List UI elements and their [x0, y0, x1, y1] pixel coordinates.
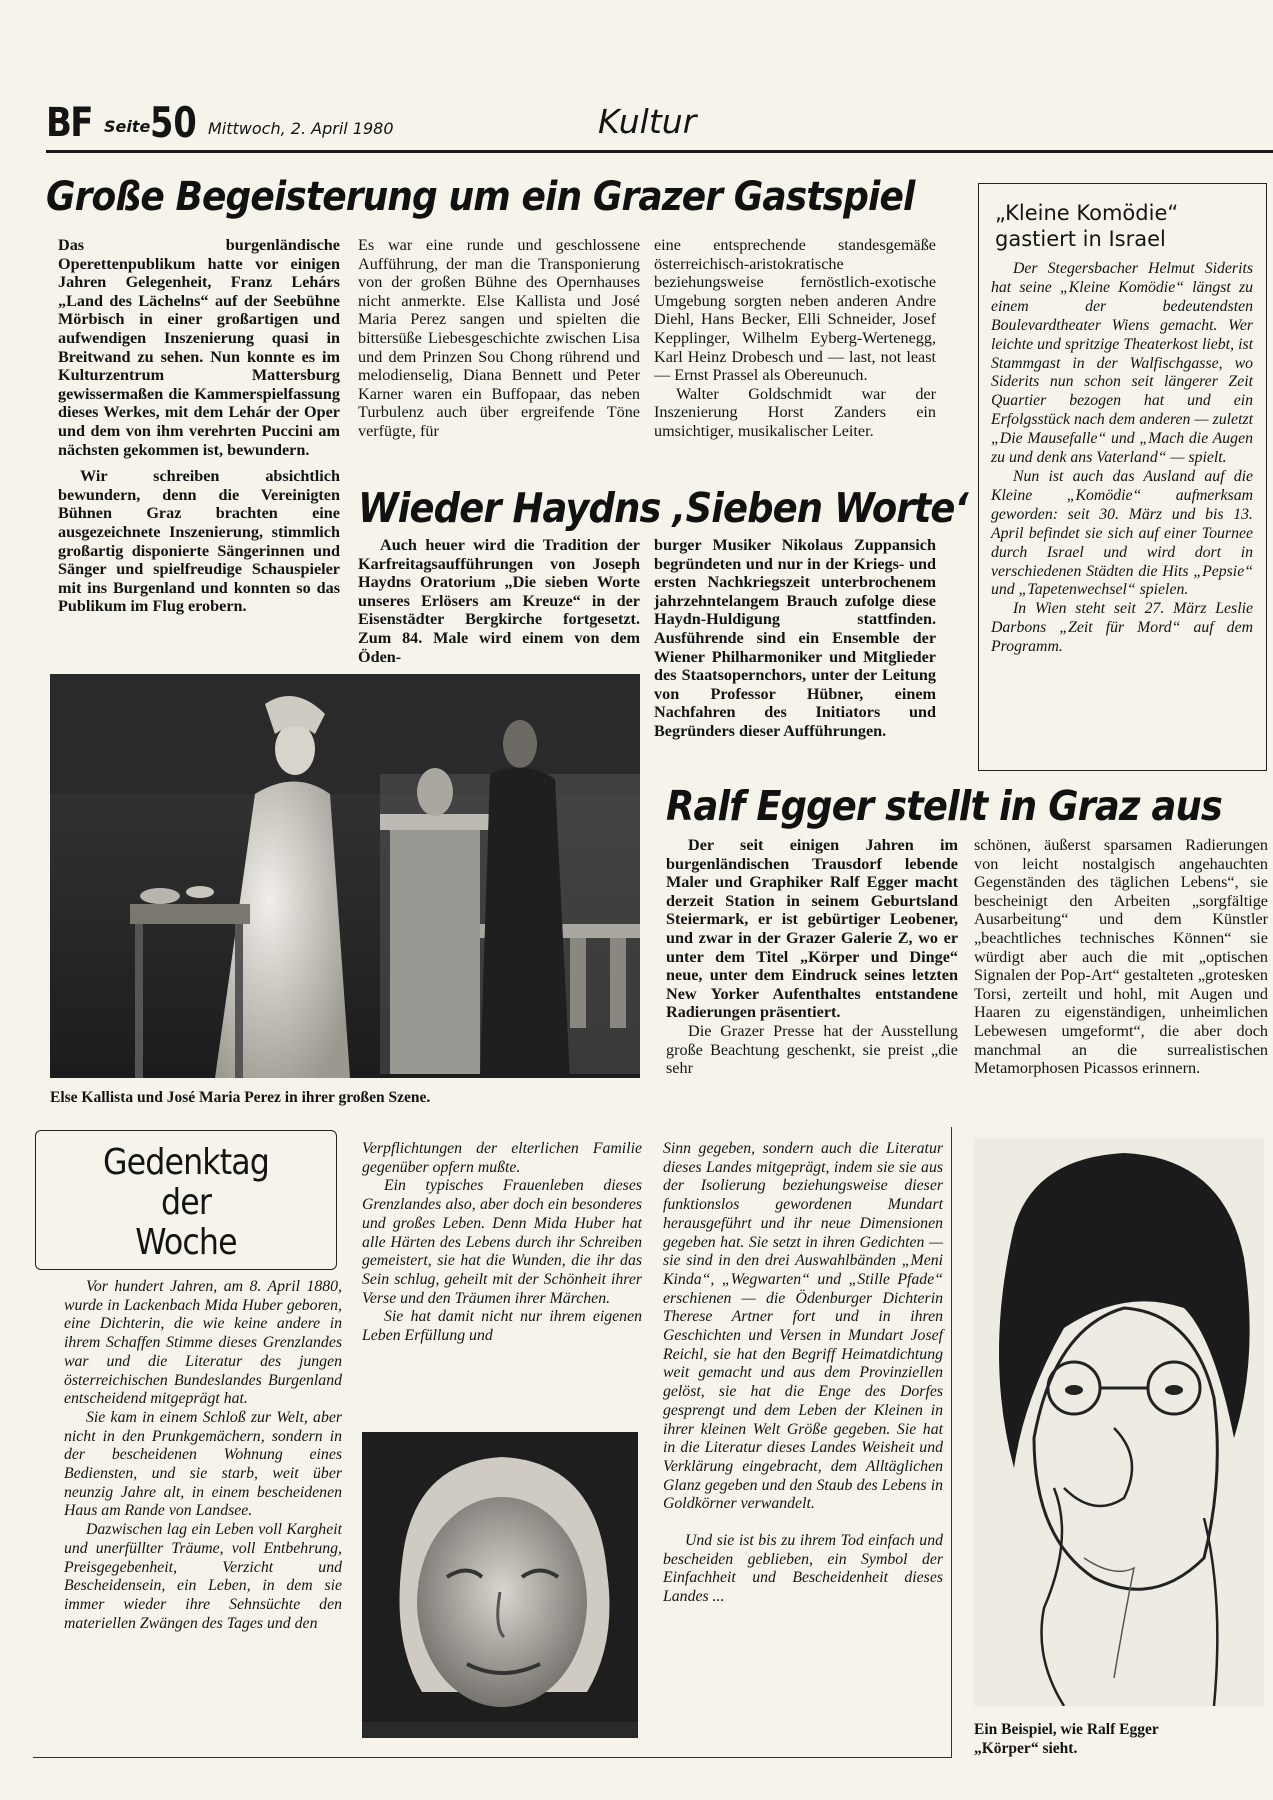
komoedie-box: [978, 183, 1267, 771]
paragraph: Verpflichtungen der elterlichen Familie gegenüber opfern mußte.: [362, 1140, 642, 1176]
portrait-image: [362, 1432, 638, 1738]
gedenktag-heading-line-2: der: [161, 1182, 211, 1223]
gedenktag-heading-line-1: Gedenktag: [102, 1142, 270, 1183]
paragraph: Nun ist auch das Ausland auf die Kleine „Komödie“ aufmerksam geworden: seit 30. März und bis 13. April befindet sie sich auf einer Tournee durch Israel und wird dort in verschiedenen Städten die Hits „Pepsie“ und „Tapetenwechsel“ spielen.: [991, 467, 1253, 599]
egger-drawing-caption: [974, 1720, 1159, 1758]
paragraph: Vor hundert Jahren, am 8. April 1880, wurde in Lackenbach Mida Huber geboren, eine Dichterin, die wie keine andere in ihrem Schaffen Stimme dieses Grenzlandes war und die Literatur des jungen österreichischen Bundeslandes Burgenland entscheidend mitgeprägt hat.: [64, 1278, 342, 1408]
paragraph: Der seit einigen Jahren im burgenländischen Trausdorf lebende Maler und Graphiker Ralf Egger macht derzeit Station in seinem Geburtsland Steiermark, er ist gebürtiger Leobener, und zwar in der Grazer Galerie Z, wo er unter dem Titel „Körper und Dinge“ neue, unter dem Eindruck seines letzten New Yorker Aufenthaltes entstandene Radierungen präsentiert.: [666, 836, 958, 1022]
paragraph: Der Stegersbacher Helmut Siderits hat seine „Kleine Komödie“ längst zu einem der bedeutendsten Boulevardtheater Wiens gemacht. Wer leichte und spritzige Theaterkost liebt, ist Stammgast in der Walfischgasse, wo Siderits nun schon seit längerer Zeit Quartier bezogen hat und ein Erfolgsstück nach dem anderen — zuletzt „Die Mausefalle“ und „Mach die Augen zu und denk ans Vaterland“ — spielt.: [991, 260, 1253, 467]
paragraph: Walter Goldschmidt war der Inszenierung Horst Zanders ein umsichtiger, musikalischer Leiter.: [654, 384, 936, 440]
stage-photo-image: [50, 674, 640, 1078]
gastspiel-column-2: [358, 236, 640, 441]
komoedie-headline: [995, 200, 1178, 252]
egger-caption-line-1: Ein Beispiel, wie Ralf Egger: [974, 1721, 1159, 1738]
masthead: [46, 96, 1096, 156]
issue-date: Mittwoch, 2. April 1980: [208, 119, 394, 138]
gedenktag-heading: [36, 1131, 336, 1263]
gedenktag-column-3: [663, 1140, 943, 1607]
gedenktag-heading-line-3: Woche: [135, 1222, 237, 1263]
headline-egger: Ralf Egger stellt in Graz aus: [666, 782, 1222, 830]
page-number: 50: [150, 98, 197, 147]
paragraph: Sie kam in einem Schloß zur Welt, aber nicht in den Prunkgemächern, sondern in der bescheidenen Wohnung eines Bediensten, und sie starb, weit über neunzig Jahre alt, in einem bescheidenen Haus am Rande von Landsee.: [64, 1408, 342, 1520]
paragraph: Sie hat damit nicht nur ihrem eigenen Leben Erfüllung und: [362, 1308, 642, 1345]
paragraph: Ein typisches Frauenleben dieses Grenzlandes also, aber doch ein besonderes und großes Leben. Denn Mida Huber hat alle Härten des Lebens durch ihr Schreiben gemeistert, sie hat die Wunden, die ihr das Sein schlug, geheilt mit der Schönheit ihrer Verse und den Träumen ihrer Märchen.: [362, 1177, 642, 1307]
egger-drawing-image: [974, 1138, 1264, 1706]
masthead-logo: BF: [46, 100, 92, 146]
paragraph: Die Grazer Presse hat der Ausstellung große Beachtung geschenkt, sie preist „die sehr: [666, 1021, 958, 1078]
paragraph: Es war eine runde und geschlossene Aufführung, der man die Transponierung von der großen Bühne des Opernhauses nicht anmerkte. Else Kallista und José Maria Perez sangen und spielten die bittersüße Liebesgeschichte zwischen Lisa und dem Prinzen Sou Chong rührend und melodienselig, Diana Bennett und Peter Karner waren ein Buffopaar, das neben Turbulenz auch über ergreifende Töne verfügte, für: [358, 236, 640, 440]
masthead-rule: [46, 150, 1273, 153]
paragraph: Dazwischen lag ein Leben voll Kargheit und unerfüllter Träume, voll Entbehrung, Preisgegebenheit, Verzicht und Bescheidensein, ein Leben, in dem sie immer wieder ihre Sehnsüchte den materiellen Zwängen des Tages und den: [64, 1521, 342, 1632]
egger-drawing: [974, 1138, 1264, 1706]
haydn-column-2: [654, 536, 936, 741]
gastspiel-column-3: [654, 236, 936, 441]
stage-photo: [50, 674, 640, 1078]
paragraph: Auch heuer wird die Tradition der Karfreitagsaufführungen von Joseph Haydns Oratorium „Die sieben Worte unseres Erlösers am Kreuze“ in der Eisenstädter Bergkirche fortgesetzt. Zum 84. Male wird einem von dem Öden-: [358, 536, 640, 666]
paragraph: burger Musiker Nikolaus Zuppansich begründeten und nur in der Kriegs- und ersten Nachkriegszeit unterbrochenem jahrzehntelangem Brauch zufolge diese Haydn-Huldigung stattfinden. Ausführende sind ein Ensemble der Wiener Philharmoniker und Mitglieder des Staatsopernchors, unter der Leitung von Professor Hübner, einem Nachfahren des Initiators und Begründers dieser Aufführungen.: [654, 536, 936, 740]
stage-photo-caption: Else Kallista und José Maria Perez in ihrer großen Szene.: [50, 1089, 431, 1106]
egger-caption-line-2: „Körper“ sieht.: [974, 1740, 1078, 1757]
paragraph: schönen, äußerst sparsamen Radierungen von leicht nostalgisch angehauchten Gegenständen des täglichen Lebens“, sie bescheinigt den Arbeiten „sorgfältige Ausarbeitung“ und dem Künstler „beachtliches technisches Können“ sie würdigt aber auch die mit „optischen Signalen der Pop-Art“ gestalteten „grotesken Torsi, zerteilt und hohl, mit Augen und Haaren zu eigenständigen, unheimlichen Lebewesen umgeformt“, die aber doch manchmal an die surrealistischen Metamorphosen Picassos erinnern.: [974, 836, 1268, 1078]
paragraph: Und sie ist bis zu ihrem Tod einfach und bescheiden geblieben, ein Symbol der Einfachheit und Bescheidenheit dieses Landes ...: [663, 1532, 943, 1606]
komoedie-headline-line-2: gastiert in Israel: [995, 227, 1166, 251]
gedenktag-column-1: [64, 1278, 342, 1633]
gedenktag-column-2: [362, 1140, 642, 1346]
komoedie-headline-line-1: „Kleine Komödie“: [995, 201, 1179, 225]
paragraph: Wir schreiben absichtlich bewundern, denn die Vereinigten Bühnen Graz brachten eine ausgezeichnete Inszenierung, stimmlich großartig disponierte Sängerinnen und Sänger und spielfreudige Schauspieler mit ins Burgenland und konnten so das Publikum im Flug erobern.: [58, 467, 340, 616]
gedenktag-heading-box: [35, 1130, 337, 1270]
komoedie-body: [991, 260, 1253, 657]
mida-huber-portrait: [362, 1432, 638, 1738]
section-title: Kultur: [598, 102, 697, 141]
gastspiel-column-1: [58, 236, 340, 616]
egger-column-1: [666, 836, 958, 1078]
paragraph: In Wien steht seit 27. März Leslie Darbons „Zeit für Mord“ auf dem Programm.: [991, 600, 1253, 656]
paragraph: Das burgenländische Operettenpublikum hatte vor einigen Jahren Gelegenheit, Franz Lehárs „Land des Lächelns“ auf der Seebühne Mörbisch in einer großartigen und aufwendigen Inszenierung quasi in Breitwand zu sehen. Nun konnte es im Kulturzentrum Mattersburg gewissermaßen die Kammerspielfassung dieses Werkes, mit dem Lehár der Oper und dem von ihm verehrten Puccini am nächsten gekommen ist, bewundern.: [58, 236, 340, 459]
egger-column-2: [974, 836, 1268, 1121]
headline-gastspiel: Große Begeisterung um ein Grazer Gastspiel: [46, 174, 915, 220]
paragraph: eine entsprechende standesgemäße österreichisch-aristokratische beziehungsweise fernöstlich-exotische Umgebung sorgten neben anderen Andre Diehl, Hans Becker, Elli Schneider, Josef Kepplinger, Wilhelm Eyberg-Wertenegg, Karl Heinz Drobesch und — last, not least — Ernst Prassel als Obereunuch.: [654, 236, 936, 385]
paragraph: Sinn gegeben, sondern auch die Literatur dieses Landes mitgeprägt, indem sie sie aus der Isolierung beziehungsweise dieser funktionslos gewordenen Mundart herausgeführt und ihr neue Dimensionen gegeben hat. Sie setzt in ihren Gedichten — sie sind in den drei Auswahlbänden „Meni Kinda“, „Wegwarten“ und „Stille Pfade“ erschienen — die Ödenburger Dichterin Therese Artner fort und in ihren Geschichten und Versen in Mundart Josef Reichl, sie hat den Begriff Heimatdichtung weit gemacht und aus dem Provinziellen gelöst, sie hat die Enge des Dorfes gesprengt und dem Leben der Kleinen in ihrer kleinen Welt Größe gegeben. Sie hat in die Literatur dieses Landes Weisheit und Verklärung eingebracht, dem Alltäglichen Glanz gegeben und den Staub des Lebens in Goldkörner verwandelt.: [663, 1140, 943, 1513]
seite-label: Seite: [104, 117, 151, 136]
headline-haydn: Wieder Haydns ‚Sieben Worte‘: [358, 484, 968, 532]
haydn-column-1: [358, 536, 640, 666]
